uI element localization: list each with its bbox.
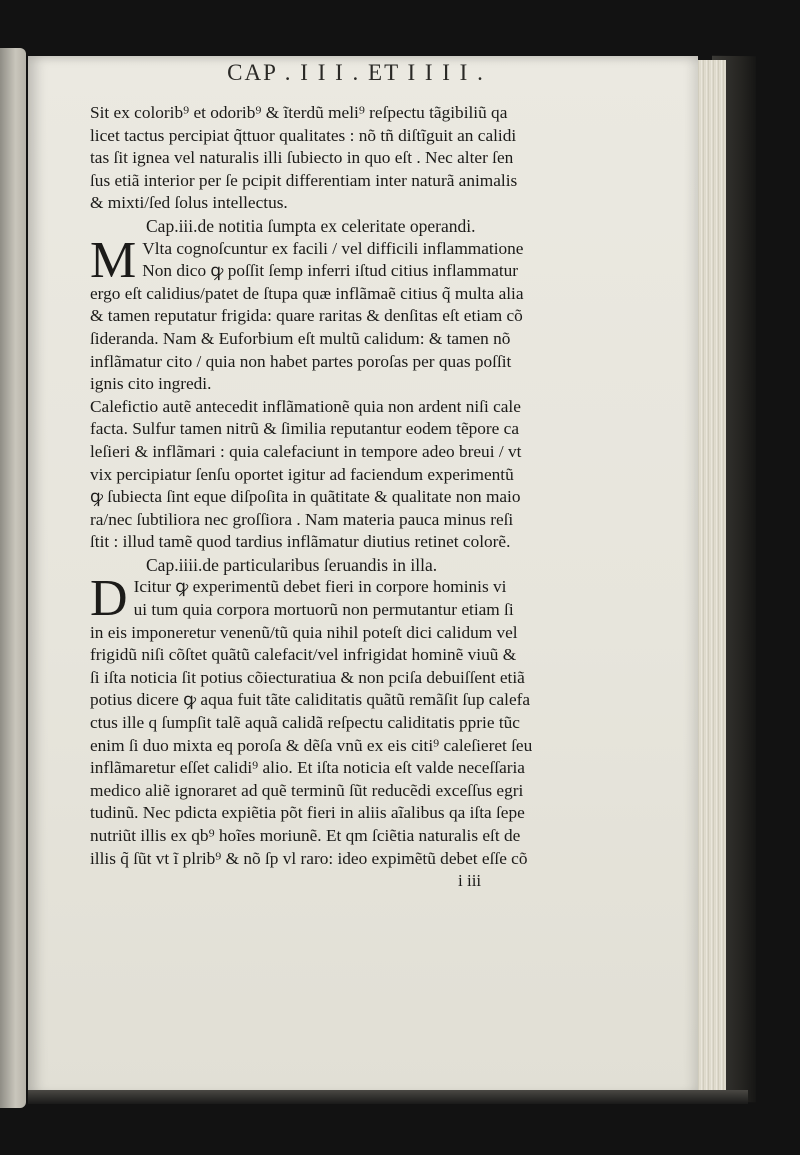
text-line: nutriũt illis ex qb⁹ hoĩes moriunẽ. Et qm ſciẽtia naturalis eſt de	[90, 826, 521, 845]
text-line: vix percipiatur ſenſu oportet igitur ad faciendum experimentũ	[90, 464, 514, 484]
text-line: inflãmatur cito / quia non habet partes poroſas per quas poſſit	[90, 351, 512, 371]
text-line: in eis imponeretur venenũ/tũ quia nihil poteſt dici calidum vel	[90, 622, 518, 642]
text-line: ꝙ ſubiecta ſint eque diſpoſita in quãtitate & qualitate non maio	[90, 487, 521, 507]
text-line: & tamen reputatur frigida: quare raritas & denſitas eſt etiam cõ	[90, 306, 523, 326]
page-text-block	[90, 60, 590, 892]
text-line: Vlta cognoſcuntur ex facili / vel difficili inflammatione	[142, 238, 524, 258]
text-line: ui tum quia corpora mortuorũ non permutantur etiam ſi	[133, 600, 514, 620]
drop-capital-d: D	[90, 570, 128, 628]
text-line: Icitur ꝙ experimentũ debet fieri in corpore hominis vi	[133, 577, 507, 597]
page-bottom-shadow	[28, 1090, 748, 1104]
chapter-4-heading: Cap.iiii.de particularibus ſeruandis in illa.	[146, 554, 438, 575]
intro-paragraph	[90, 102, 590, 215]
text-line: licet tactus percipiat q̃ttuor qualitates : nõ tñ diſtĩguit an calidi	[90, 125, 517, 145]
facing-page-edge	[0, 48, 26, 1108]
chapter-3-heading: Cap.iii.de notitia ſumpta ex celeritate operandi.	[146, 215, 476, 236]
text-line: ergo eſt calidius/patet de ſtupa quæ inflãmaẽ citius q̃ multa alia	[90, 283, 524, 303]
chapter-4-text	[90, 570, 590, 870]
drop-capital-m: M	[90, 231, 137, 289]
text-line: medico aliẽ ignoraret ad quẽ terminũ ſũt reducẽdi exceſſus egri	[90, 780, 524, 800]
text-line: Non dico ꝙ poſſit ſemp inferri iſtud citius inflammatur	[142, 261, 519, 281]
text-line: Sit ex colorib⁹ et odorib⁹ & ĩterdũ meli⁹ reſpectu tãgibiliũ qa	[90, 103, 508, 122]
text-line: Calefictio autẽ antecedit inflãmationẽ quia non ardent niſi cale	[90, 396, 521, 416]
text-line: inflãmaretur eſſet calidi⁹ alio. Et iſta noticia eſt valde neceſſaria	[90, 758, 525, 778]
text-line: ſus etiã interior per ſe pcipit differentiam inter naturã animalis	[90, 170, 518, 190]
text-line: tudinũ. Nec pdicta expiẽtia põt fieri in aliis aĩalibus qa iſta ſepe	[90, 803, 525, 823]
running-header: CAP . I I I . ET I I I I .	[227, 60, 485, 85]
text-line: frigidũ niſi cõſtet quãtũ calefacit/vel infrigidat hominẽ viuũ &	[90, 645, 517, 665]
text-line: ra/nec ſubtiliora nec groſſiora . Nam materia pauca minus reſi	[90, 509, 514, 529]
text-line: ſideranda. Nam & Euforbium eſt multũ calidum: & tamen nõ	[90, 328, 511, 348]
text-line: facta. Sulfur tamen nitrũ & ſimilia reputantur eodem tẽpore ca	[90, 419, 519, 439]
text-line: ctus ille q ſumpſit talẽ aquã calidã reſpectu caliditatis pprie tũc	[90, 713, 520, 733]
text-line: tas ſit ignea vel naturalis illi ſubiecto in quo eſt . Nec alter ſen	[90, 148, 514, 168]
chapter-3-text	[90, 231, 590, 554]
text-line: & mixti/ſed ſolus intellectus.	[90, 193, 288, 213]
text-line: ſtit : illud tamẽ quod tardius inflãmatur diutius retinet colorẽ.	[90, 532, 511, 552]
text-line: illis q̃ ſũt vt ĩ plrib⁹ & nõ ſp vl raro: ideo expimẽtũ debet eſſe cõ	[90, 848, 528, 868]
text-line: ſi iſta noticia ſit potius cõiecturatiua & non pciſa debuiſſent etiã	[90, 667, 525, 687]
signature-mark: i iii	[458, 871, 482, 891]
text-line: ignis cito ingredi.	[90, 374, 212, 394]
text-line: enim ſi duo mixta eq poroſa & dẽſa vnũ ex eis citi⁹ caleſieret ſeu	[90, 735, 533, 755]
text-line: potius dicere ꝙ aqua fuit tãte caliditatis quãtũ remãſit ſup calefa	[90, 690, 531, 710]
text-line: leſieri & inflãmari : quia calefaciunt in tempore adeo breui / vt	[90, 441, 522, 461]
